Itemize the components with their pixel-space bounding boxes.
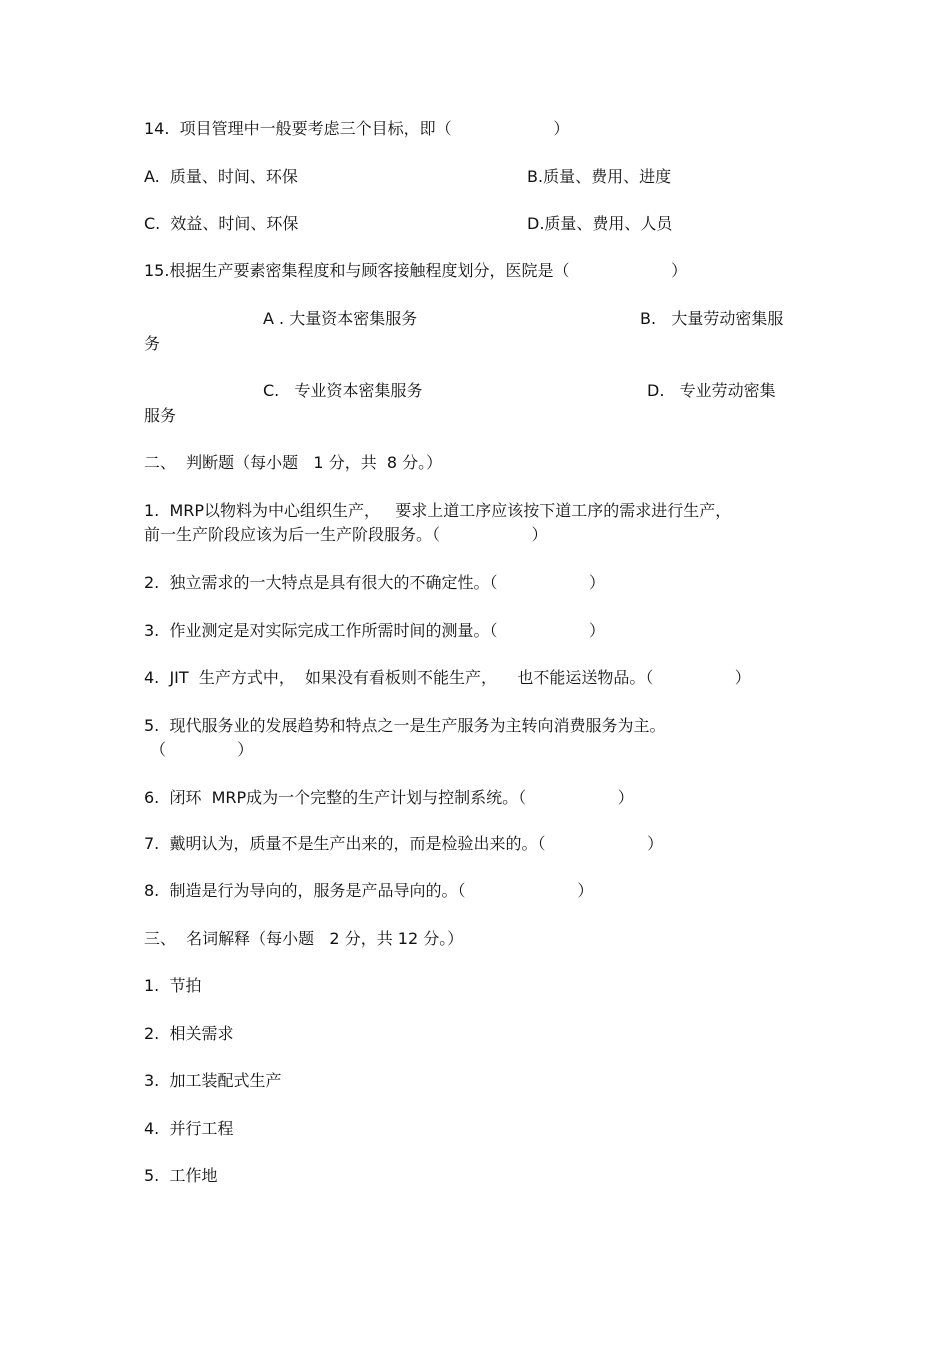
judge-item-6: 6. 闭环 MRP成为一个完整的生产计划与控制系统。（ ） — [144, 788, 634, 807]
q14-option-b: B.质量、费用、进度 — [527, 167, 672, 186]
q15-stem: 15.根据生产要素密集程度和与顾客接触程度划分，医院是（ ） — [144, 261, 688, 280]
judge-item-7: 7. 戴明认为，质量不是生产出来的，而是检验出来的。（ ） — [144, 834, 664, 853]
section3-heading: 三、 名词解释（每小题 2 分，共 12 分。） — [144, 929, 464, 948]
q14-option-d: D.质量、费用、人员 — [527, 214, 673, 233]
term-item-1: 1. 节拍 — [144, 976, 202, 995]
term-item-5: 5. 工作地 — [144, 1166, 218, 1185]
judge-item-2: 2. 独立需求的一大特点是具有很大的不确定性。（ ） — [144, 573, 605, 592]
judge-item-5-cont: （ ） — [150, 740, 254, 759]
term-item-4: 4. 并行工程 — [144, 1119, 234, 1138]
judge-item-4: 4. JIT 生产方式中， 如果没有看板则不能生产， 也不能运送物品。（ ） — [144, 668, 751, 687]
q15-option-c: C. 专业资本密集服务 — [263, 381, 423, 400]
q14-option-c: C. 效益、时间、环保 — [144, 214, 299, 233]
judge-item-8: 8. 制造是行为导向的，服务是产品导向的。（ ） — [144, 881, 594, 900]
term-item-3: 3. 加工装配式生产 — [144, 1071, 282, 1090]
q14-stem: 14. 项目管理中一般要考虑三个目标，即（ ） — [144, 119, 570, 138]
judge-item-1-cont: 前一生产阶段应该为后一生产阶段服务。（ ） — [144, 525, 548, 544]
q15-option-d: D. 专业劳动密集 — [647, 381, 776, 400]
judge-item-3: 3. 作业测定是对实际完成工作所需时间的测量。（ ） — [144, 621, 605, 640]
q15-option-b-wrap: 务 — [144, 334, 161, 353]
judge-item-5: 5. 现代服务业的发展趋势和特点之一是生产服务为主转向消费服务为主。 — [144, 716, 666, 735]
q14-option-a: A. 质量、时间、环保 — [144, 167, 298, 186]
section2-heading: 二、 判断题（每小题 1 分，共 8 分。） — [144, 453, 443, 472]
q15-option-d-wrap: 服务 — [144, 406, 177, 425]
q15-option-a: A . 大量资本密集服务 — [263, 309, 418, 328]
judge-item-1: 1. MRP以物料为中心组织生产， 要求上道工序应该按下道工序的需求进行生产， — [144, 501, 732, 520]
q15-option-b: B. 大量劳动密集服 — [640, 309, 784, 328]
term-item-2: 2. 相关需求 — [144, 1024, 234, 1043]
